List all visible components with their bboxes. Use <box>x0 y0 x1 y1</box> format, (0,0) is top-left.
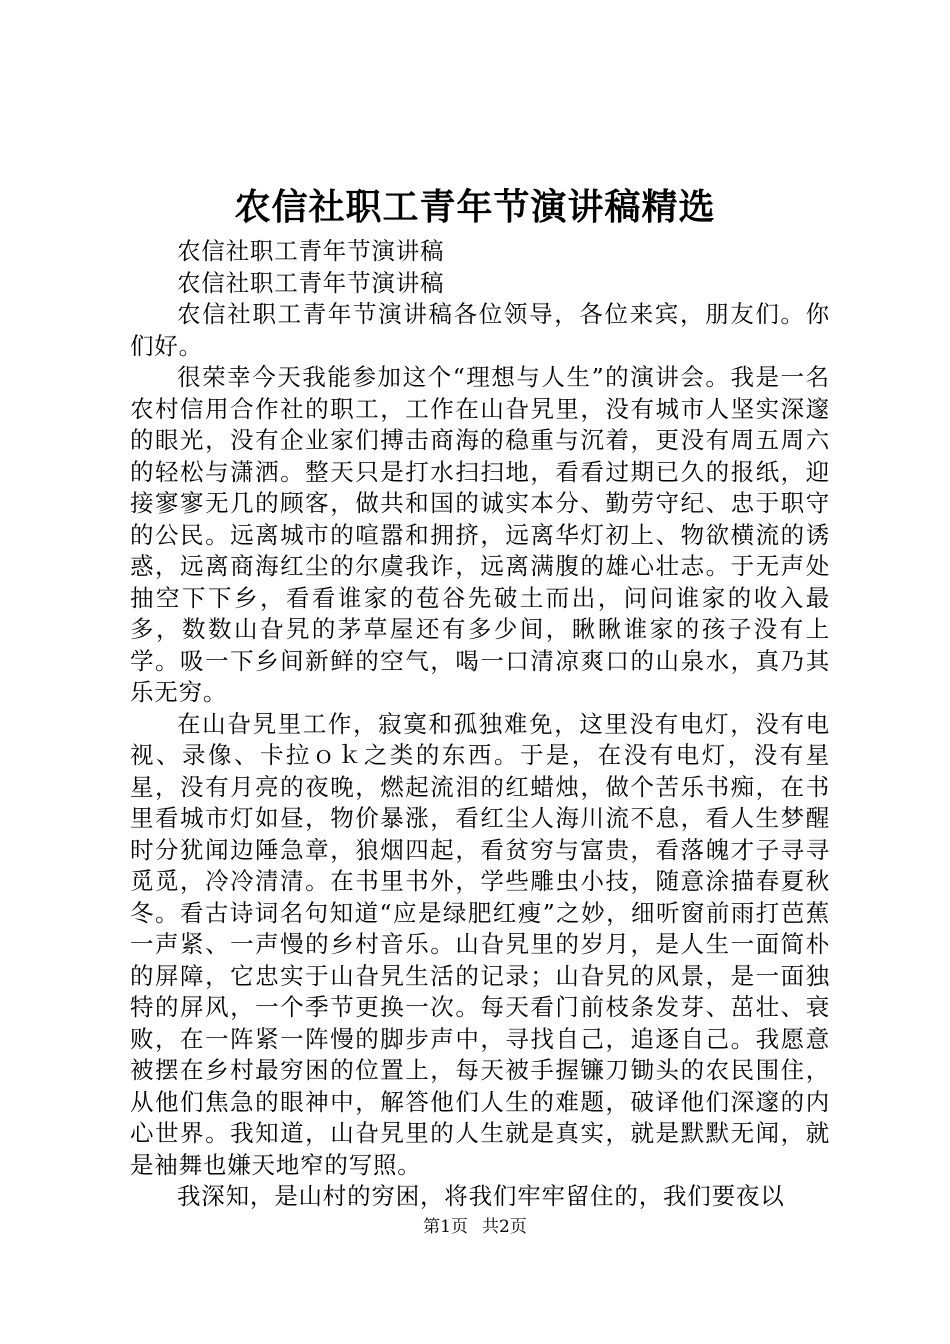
paragraph-body: 在山旮旯里工作，寂寞和孤独难免，这里没有电灯，没有电视、录像、卡拉ｏｋ之类的东西。于是，在没有电灯，没有星星，没有月亮的夜晚，燃起流泪的红蜡烛，做个苦乐书痴，在书里看城市灯如昼，物价暴涨，看红尘人海川流不息，看人生梦醒时分犹闻边陲急章，狼烟四起，看贫穷与富贵，看落魄才子寻寻觅觅，冷冷清清。在书里书外，学些雕虫小技，随意涂描春夏秋冬。看古诗词名句知道“应是绿肥红瘦”之妙，细听窗前雨打芭蕉一声紧、一声慢的乡村音乐。山旮旯里的岁月，是人生一面简朴的屏障，它忠实于山旮旯生活的记录；山旮旯的风景，是一面独特的屏风，一个季节更换一次。每天看门前枝条发芽、茁壮、衰败，在一阵紧一阵慢的脚步声中，寻找自己，追逐自己。我愿意被摆在乡村最穷困的位置上，每天被手握镰刀锄头的农民围住，从他们焦急的眼神中，解答他们人生的难题，破译他们深邃的内心世界。我知道，山旮旯里的人生就是真实，就是默默无闻，就是袖舞也嫌天地窄的写照。 <box>130 709 830 1179</box>
document-title: 农信社职工青年节演讲稿精选 <box>234 186 716 228</box>
page-total: 共2页 <box>482 1217 527 1237</box>
page-footer <box>0 1215 950 1239</box>
page-number: 第1页 <box>423 1217 468 1237</box>
paragraph-heading-1: 农信社职工青年节演讲稿 <box>177 237 445 265</box>
paragraph-heading-2: 农信社职工青年节演讲稿 <box>177 268 445 297</box>
document-body <box>130 236 830 1213</box>
paragraph-greeting: 农信社职工青年节演讲稿各位领导，各位来宾，朋友们。你们好。 <box>130 300 830 360</box>
paragraph-body: 很荣幸今天我能参加这个“理想与人生”的演讲会。我是一名农村信用合作社的职工，工作在山旮旯里，没有城市人坚实深邃的眼光，没有企业家们搏击商海的稳重与沉着，更没有周五周六的轻松与潇洒。整天只是打水扫扫地，看看过期已久的报纸，迎接寥寥无几的顾客，做共和国的诚实本分、勤劳守纪、忠于职守的公民。远离城市的喧嚣和拥挤，远离华灯初上、物欲横流的诱惑，远离商海红尘的尔虞我诈，远离满腹的雄心壮志。于无声处抽空下下乡，看看谁家的苞谷先破土而出，问问谁家的收入最多，数数山旮旯的茅草屋还有多少间，瞅瞅谁家的孩子没有上学。吸一下乡间新鲜的空气，喝一口清凉爽口的山泉水，真乃其乐无穷。 <box>130 363 830 706</box>
paragraph-body: 我深知，是山村的穷困，将我们牢牢留住的，我们要夜以 <box>177 1182 785 1210</box>
